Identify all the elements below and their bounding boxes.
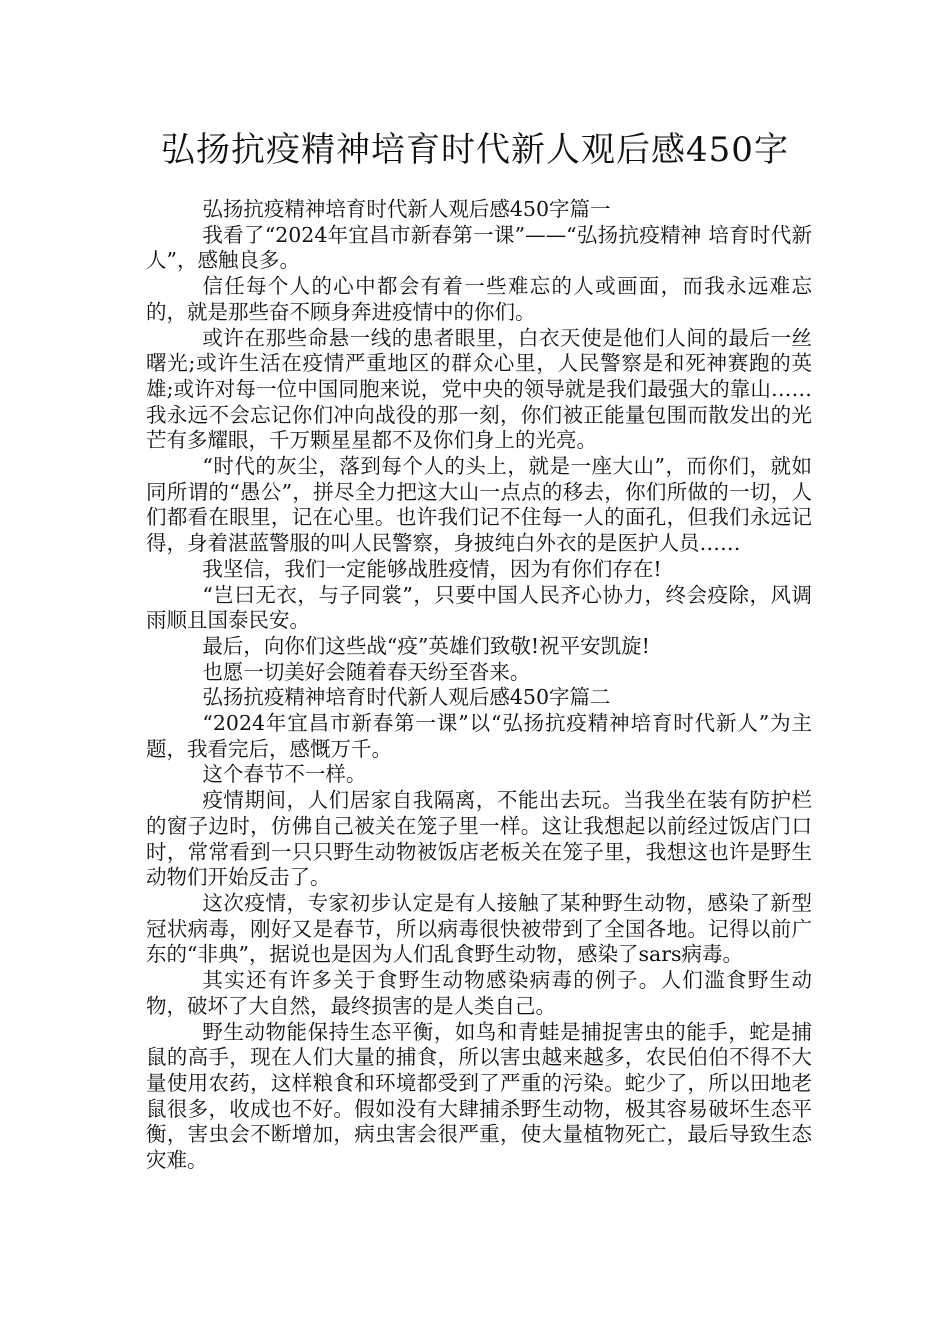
paragraph: “岂曰无衣，与子同裳”，只要中国人民齐心协力，终会疫除，风调雨顺且国泰民安。 [146,582,812,633]
paragraph: 野生动物能保持生态平衡，如鸟和青蛙是捕捉害虫的能手，蛇是捕鼠的高手，现在人们大量的捕食，所以害虫越来越多，农民伯伯不得不大量使用农药，这样粮食和环境都受到了严重的污染。蛇少了，所以田地老鼠很多，收成也不好。假如没有大肆捕杀野生动物，极其容易破坏生态平衡，害虫会不断增加，病虫害会很严重，使大量植物死亡，最后导致生态灾难。 [146,1019,812,1173]
document-body [146,197,812,1174]
paragraph: 其实还有许多关于食野生动物感染病毒的例子。人们滥食野生动物，破坏了大自然，最终损害的是人类自己。 [146,968,812,1018]
section-heading: 弘扬抗疫精神培育时代新人观后感450字篇一 [202,197,611,221]
paragraph: 最后，向你们这些战“疫”英雄们致敬!祝平安凯旋! [202,633,650,658]
paragraph: 也愿一切美好会随着春天纷至沓来。 [202,659,531,684]
paragraph: 我看了“2024年宜昌市新春第一课”——“弘扬抗疫精神 培育时代新人”，感触良多。 [146,222,812,273]
paragraph: 这次疫情，专家初步认定是有人接触了某种野生动物，感染了新型冠状病毒，刚好又是春节，所以病毒很快被带到了全国各地。记得以前广东的“非典”，据说也是因为人们乱食野生动物，感染了sars病毒。 [146,890,812,967]
paragraph: 我坚信，我们一定能够战胜疫情，因为有你们存在! [202,556,662,581]
document-title: 弘扬抗疫精神培育时代新人观后感450字 [161,130,789,170]
paragraph: “时代的灰尘，落到每个人的头上，就是一座大山”，而你们，就如同所谓的“愚公”，拼尽全力把这大山一点点的移去，你们所做的一切，人们都看在眼里，记在心里。也许我们记不住每一人的面孔，但我们永远记得，身着湛蓝警服的叫人民警察，身披纯白外衣的是医护人员…… [146,454,812,556]
paragraph: 疫情期间，人们居家自我隔离，不能出去玩。当我坐在装有防护栏的窗子边时，仿佛自己被关在笼子里一样。这让我想起以前经过饭店门口时，常常看到一只只野生动物被饭店老板关在笼子里，我想这也许是野生动物们开始反击了。 [146,788,812,890]
paragraph: 这个春节不一样。 [202,762,367,787]
section-heading: 弘扬抗疫精神培育时代新人观后感450字篇二 [202,685,611,710]
paragraph: 信任每个人的心中都会有着一些难忘的人或画面，而我永远难忘的，就是那些奋不顾身奔进疫情中的你们。 [146,274,812,324]
paragraph: “2024年宜昌市新春第一课”以“弘扬抗疫精神培育时代新人”为主题，我看完后，感慨万千。 [146,711,812,761]
paragraph: 或许在那些命悬一线的患者眼里，白衣天使是他们人间的最后一丝曙光;或许生活在疫情严重地区的群众心里，人民警察是和死神赛跑的英雄;或许对每一位中国同胞来说，党中央的领导就是我们最强大的靠山……我永远不会忘记你们冲向战役的那一刻，你们被正能量包围而散发出的光芒有多耀眼，千万颗星星都不及你们身上的光亮。 [146,325,812,453]
